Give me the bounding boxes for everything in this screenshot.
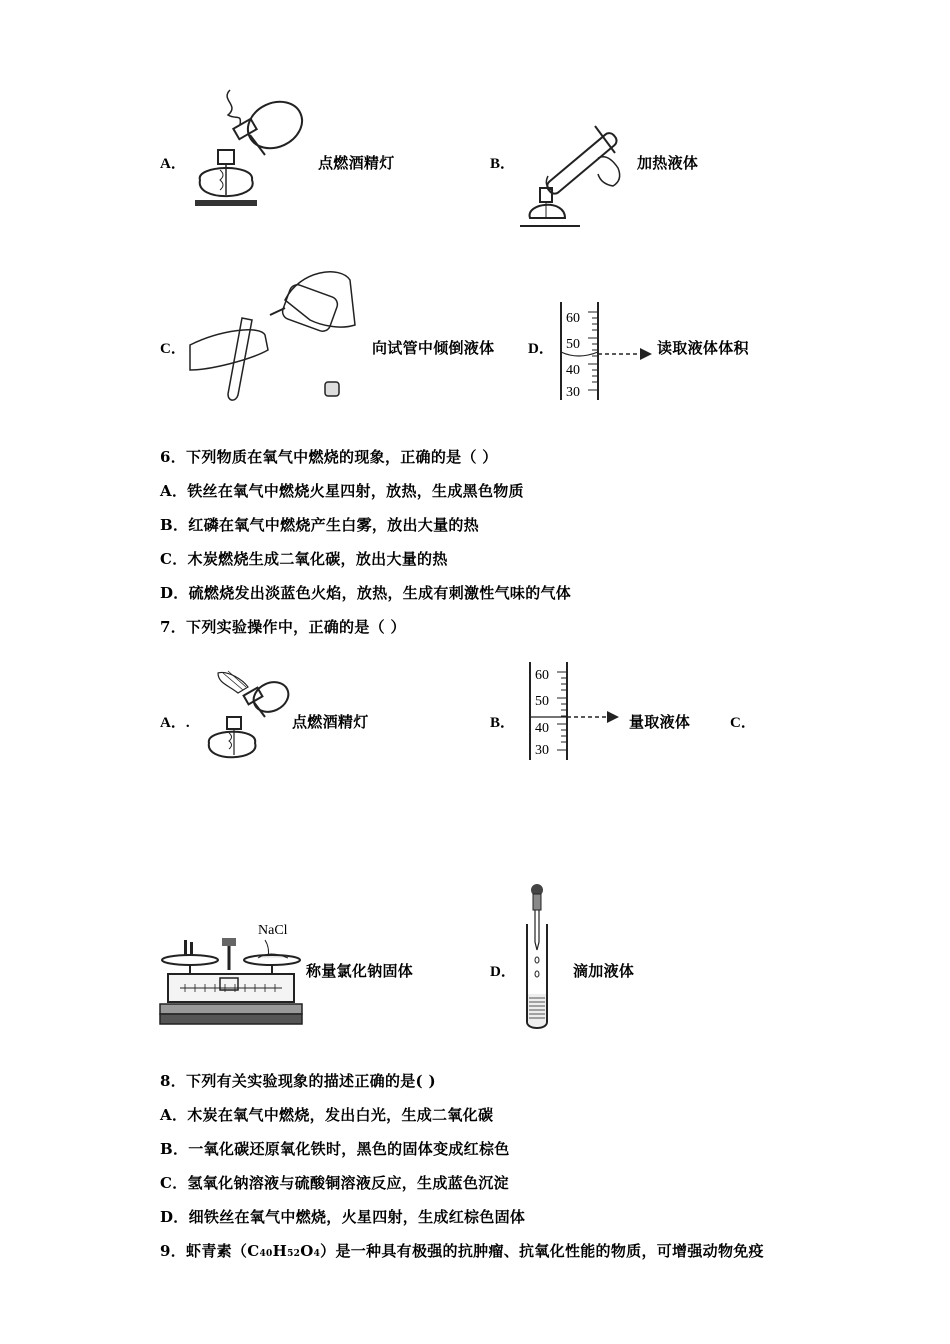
alcohol-lamp-blowing-image [203, 665, 293, 765]
alcohol-lamp-lighting-image [190, 85, 310, 215]
q6-option-a: A．铁丝在氧气中燃烧火星四射，放热，生成黑色物质 [160, 482, 524, 500]
balance-weighing-image [160, 918, 305, 1030]
graduated-cylinder-reading-image [558, 302, 658, 402]
q7-stem: 7．下列实验操作中，正确的是（ ） [160, 618, 406, 636]
q9-sub-40: 40 [259, 1249, 273, 1259]
q5-mark-60: 60 [566, 311, 580, 326]
heating-liquid-image [520, 118, 630, 230]
q7-option-d-caption: 滴加液体 [573, 962, 635, 980]
q6-option-b: B．红磷在氧气中燃烧产生白雾，放出大量的热 [160, 516, 479, 534]
q7-mark-30: 30 [535, 743, 549, 758]
q9-sub-52: 52 [287, 1249, 301, 1259]
q7-option-d-letter: D． [490, 964, 516, 980]
q5-option-d-caption: 读取液体体积 [657, 339, 749, 357]
q5-option-c-letter: C． [160, 341, 186, 357]
nacl-label: NaCl [258, 923, 288, 938]
q9-stem [160, 1240, 764, 1261]
q7-mark-60: 60 [535, 668, 549, 683]
q7-option-c-letter: C． [730, 715, 756, 731]
q8-option-a: A．木炭在氧气中燃烧，发出白光，生成二氧化碳 [160, 1106, 494, 1124]
q5-option-b-letter: B． [490, 156, 516, 172]
q9-stem-part-b: H [272, 1242, 288, 1260]
graduated-cylinder-measuring-image [527, 662, 627, 762]
q5-option-a-letter: A． [160, 156, 186, 172]
q9-stem-part-d: ）是一种具有极强的抗肿瘤、抗氧化性能的物质，可增强动物免疫 [320, 1242, 764, 1260]
q5-option-c-caption: 向试管中倾倒液体 [372, 339, 495, 357]
q6-option-d: D．硫燃烧发出淡蓝色火焰，放热，生成有刺激性气味的气体 [160, 584, 572, 602]
q5-option-d-letter: D． [528, 341, 554, 357]
dropper-test-tube-image [520, 882, 556, 1032]
q5-mark-40: 40 [566, 363, 580, 378]
q5-option-b-caption: 加热液体 [637, 154, 699, 172]
q7-option-c-caption: 称量氯化钠固体 [306, 962, 414, 980]
q8-stem: 8．下列有关实验现象的描述正确的是( ) [160, 1072, 436, 1090]
q9-sub-4: 4 [313, 1249, 321, 1259]
q5-mark-50: 50 [566, 337, 580, 352]
q5-option-a-caption: 点燃酒精灯 [318, 154, 395, 172]
q6-option-c: C．木炭燃烧生成二氧化碳，放出大量的热 [160, 550, 448, 568]
q7-option-a-caption: 点燃酒精灯 [292, 713, 369, 731]
q8-option-b: B．一氧化碳还原氧化铁时，黑色的固体变成红棕色 [160, 1140, 510, 1158]
q8-option-d: D．细铁丝在氧气中燃烧，火星四射，生成红棕色固体 [160, 1208, 526, 1226]
q7-option-b-caption: 量取液体 [629, 713, 691, 731]
q8-option-c: C．氢氧化钠溶液与硫酸铜溶液反应，生成蓝色沉淀 [160, 1174, 509, 1192]
q9-stem-part-c: O [300, 1242, 314, 1260]
q9-stem-part-a: 9．虾青素（C [160, 1242, 260, 1260]
q7-mark-50: 50 [535, 694, 549, 709]
q7-option-b-letter: B． [490, 715, 516, 731]
q6-stem: 6．下列物质在氧气中燃烧的现象，正确的是（ ） [160, 448, 498, 466]
q7-mark-40: 40 [535, 721, 549, 736]
q5-mark-30: 30 [566, 385, 580, 400]
pouring-liquid-image [190, 260, 365, 405]
q7-option-a-letter: A．. [160, 715, 190, 731]
